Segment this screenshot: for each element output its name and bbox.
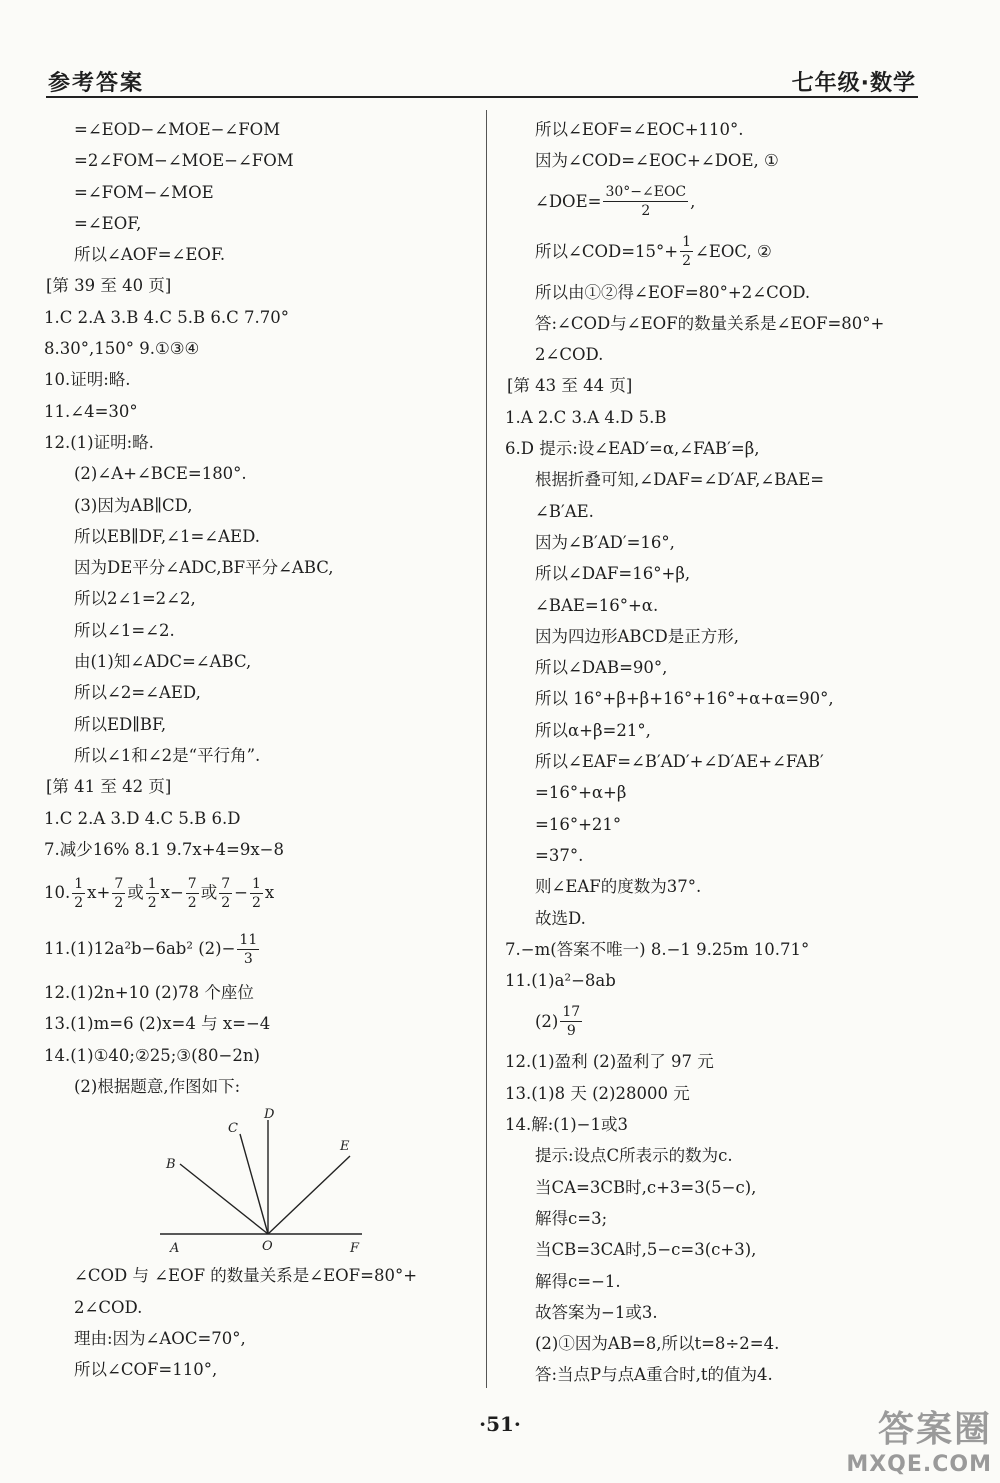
header-left-title: 参考答案 xyxy=(48,71,145,96)
answer-line: 所以∠1=∠2. xyxy=(74,620,175,640)
numerator: 17 xyxy=(562,1003,581,1020)
watermark-url: MXQE.COM xyxy=(846,1452,992,1477)
fraction xyxy=(680,233,693,270)
section-heading: [第 43 至 44 页] xyxy=(507,376,633,396)
answer-line: 所以EB∥DF,∠1=∠AED. xyxy=(74,526,260,546)
page-number: ·51· xyxy=(479,1412,521,1436)
denominator: 2 xyxy=(641,203,651,220)
answer-line: 所以 16°+β+β+16°+16°+α+α=90°, xyxy=(535,689,834,709)
answer-line: 7.−m(答案不唯一) 8.−1 9.25m 10.71° xyxy=(505,939,810,959)
denominator: 2 xyxy=(114,894,124,911)
answer-line: 11.∠4=30° xyxy=(44,401,138,421)
fraction xyxy=(250,875,263,912)
denominator: 9 xyxy=(566,1022,576,1039)
answer-line: 解得c=3; xyxy=(535,1208,608,1228)
answer-line: 所以∠COF=110°, xyxy=(74,1360,218,1380)
label-b: B xyxy=(166,1157,176,1173)
denominator: 2 xyxy=(682,253,692,270)
angle-diagram xyxy=(122,1106,362,1256)
answer-line: 则∠EAF的度数为37°. xyxy=(535,877,702,897)
answer-line: ∠B′AE. xyxy=(535,501,594,521)
numerator: 30°−∠EOC xyxy=(605,184,687,201)
fraction xyxy=(112,875,125,912)
fraction xyxy=(72,875,85,912)
label-o: O xyxy=(262,1239,273,1255)
answer-line: 1.A 2.C 3.A 4.D 5.B xyxy=(505,407,667,427)
denominator: 2 xyxy=(251,894,261,911)
answer-line: 所以α+β=21°, xyxy=(535,720,651,740)
numerator: 1 xyxy=(147,875,157,892)
answer-line: 13.(1)m=6 (2)x=4 与 x=−4 xyxy=(44,1014,271,1034)
fraction xyxy=(186,875,199,912)
answer-line: 当CA=3CB时,c+3=3(5−c), xyxy=(535,1177,757,1197)
watermark-logo xyxy=(846,1401,992,1477)
fraction-answer-11 xyxy=(44,921,474,977)
fraction-line-cod xyxy=(505,227,930,277)
answer-prefix: 11.(1)12a²b−6ab² (2)− xyxy=(44,939,236,959)
fraction xyxy=(603,183,688,220)
fraction xyxy=(560,1003,582,1040)
label-c: C xyxy=(228,1121,238,1137)
answer-line: 答:当点P与点A重合时,t的值为4. xyxy=(535,1365,773,1385)
right-column xyxy=(505,114,930,1391)
header-right-title: 七年级·数学 xyxy=(791,71,916,96)
answer-line: 所以∠AOF=∠EOF. xyxy=(74,245,226,265)
fraction xyxy=(146,875,159,912)
answer-text: 或 xyxy=(200,883,218,903)
answer-line: (2)①因为AB=8,所以t=8÷2=4. xyxy=(535,1334,780,1354)
answer-line: 所以∠EAF=∠B′AD′+∠D′AE+∠FAB′ xyxy=(535,752,824,772)
section-heading: [第 39 至 40 页] xyxy=(46,276,172,296)
fraction xyxy=(219,875,232,912)
fraction xyxy=(237,931,259,968)
answer-text: − xyxy=(234,883,248,903)
answer-line: =∠FOM−∠MOE xyxy=(74,182,214,202)
numerator: 1 xyxy=(251,875,261,892)
denominator: 2 xyxy=(221,894,231,911)
answer-line: 根据折叠可知,∠DAF=∠D′AF,∠BAE= xyxy=(535,470,825,490)
answer-line: =∠EOD−∠MOE−∠FOM xyxy=(74,120,281,139)
answer-line: 所以∠EOF=∠EOC+110°. xyxy=(535,120,744,139)
answer-line: 所以∠2=∠AED, xyxy=(74,683,201,703)
answer-line: 所以ED∥BF, xyxy=(74,714,167,734)
answer-line: 14.(1)①40;②25;③(80−2n) xyxy=(44,1045,260,1065)
answer-text: x− xyxy=(160,883,184,903)
answer-text: 或 xyxy=(127,883,144,903)
answer-line: 由(1)知∠ADC=∠ABC, xyxy=(74,652,252,672)
label-e: E xyxy=(340,1139,350,1155)
answer-line: 10.证明:略. xyxy=(44,370,131,390)
left-column xyxy=(44,114,474,1386)
answer-line: =16°+α+β xyxy=(535,783,627,803)
label-a: A xyxy=(170,1241,180,1257)
numerator: 7 xyxy=(221,875,231,892)
numerator: 7 xyxy=(114,875,124,892)
answer-line: 6.D 提示:设∠EAD′=α,∠FAB′=β, xyxy=(505,439,760,459)
answer-line: 当CB=3CA时,5−c=3(c+3), xyxy=(535,1240,757,1260)
answer-text: x xyxy=(264,883,275,903)
answer-line: 因为四边形ABCD是正方形, xyxy=(535,626,739,646)
answer-line: 7.减少16% 8.1 9.7x+4=9x−8 xyxy=(44,839,284,859)
answer-line: 2∠COD. xyxy=(74,1297,143,1317)
answer-line: 理由:因为∠AOC=70°, xyxy=(74,1328,246,1348)
answer-line: 提示:设点C所表示的数为c. xyxy=(535,1146,733,1166)
answer-prefix: (2) xyxy=(535,1011,559,1031)
answer-line: (2)∠A+∠BCE=180°. xyxy=(74,464,247,484)
denominator: 3 xyxy=(243,950,253,967)
answer-line: 12.(1)证明:略. xyxy=(44,432,154,452)
answer-line: =2∠FOM−∠MOE−∠FOM xyxy=(74,151,294,171)
answer-line: 所以∠1和∠2是“平行角”. xyxy=(74,745,261,765)
fraction-answer-10 xyxy=(44,865,474,921)
answer-line: 所以∠DAB=90°, xyxy=(535,658,668,678)
numerator: 1 xyxy=(682,234,692,251)
numerator: 7 xyxy=(187,875,197,892)
ray-oc xyxy=(240,1134,268,1234)
watermark-title: 答案圈 xyxy=(877,1409,992,1450)
answer-line: 12.(1)2n+10 (2)78 个座位 xyxy=(44,983,254,1003)
denominator: 2 xyxy=(147,894,157,911)
answer-line: =16°+21° xyxy=(535,814,622,834)
label-d: D xyxy=(264,1107,275,1123)
numerator: 1 xyxy=(74,875,84,892)
numerator: 11 xyxy=(239,931,258,948)
answer-line: 1.C 2.A 3.B 4.C 5.B 6.C 7.70° xyxy=(44,307,289,327)
answer-prefix: 10. xyxy=(44,883,71,903)
header-rule xyxy=(46,96,918,98)
answer-line: 8.30°,150° 9.①③④ xyxy=(44,339,200,359)
answer-line: 故答案为−1或3. xyxy=(535,1302,658,1322)
answer-line: =∠EOF, xyxy=(74,213,142,233)
answer-line: 所以∠DAF=16°+β, xyxy=(535,564,691,584)
answer-line: 14.解:(1)−1或3 xyxy=(505,1115,628,1135)
column-divider xyxy=(486,110,487,1388)
answer-line: (2)根据题意,作图如下: xyxy=(74,1077,241,1097)
answer-text: , xyxy=(690,191,696,211)
ray-oe xyxy=(268,1156,350,1234)
answer-line: =37°. xyxy=(535,845,584,865)
answer-line: 因为DE平分∠ADC,BF平分∠ABC, xyxy=(74,558,334,578)
answer-line: 所以2∠1=2∠2, xyxy=(74,589,196,609)
answer-line: 1.C 2.A 3.D 4.C 5.B 6.D xyxy=(44,808,241,828)
answer-line: 13.(1)8 天 (2)28000 元 xyxy=(505,1083,690,1103)
fraction-line-doe xyxy=(505,177,930,227)
answer-text: x+ xyxy=(87,883,111,903)
answer-line: 12.(1)盈利 (2)盈利了 97 元 xyxy=(505,1052,714,1072)
answer-line: 解得c=−1. xyxy=(535,1271,621,1291)
answer-prefix: 所以∠COD=15°+ xyxy=(535,241,679,261)
answer-line: 因为∠B′AD′=16°, xyxy=(535,532,675,552)
answer-line: ∠BAE=16°+α. xyxy=(535,595,659,615)
fraction-answer-11-2 xyxy=(505,996,930,1046)
answer-line: 故选D. xyxy=(535,908,586,928)
denominator: 2 xyxy=(187,894,197,911)
answer-line: 2∠COD. xyxy=(535,345,604,365)
answer-line: 11.(1)a²−8ab xyxy=(505,971,616,991)
ray-ob xyxy=(180,1164,268,1234)
section-heading: [第 41 至 42 页] xyxy=(46,777,172,797)
denominator: 2 xyxy=(74,894,84,911)
answer-line: ∠COD 与 ∠EOF 的数量关系是∠EOF=80°+ xyxy=(74,1266,418,1286)
answer-text: ∠EOC, ② xyxy=(695,241,772,261)
label-f: F xyxy=(350,1241,360,1257)
answer-line: 答:∠COD与∠EOF的数量关系是∠EOF=80°+ xyxy=(535,313,885,333)
answer-line: (3)因为AB∥CD, xyxy=(74,495,193,515)
answer-prefix: ∠DOE= xyxy=(535,191,602,211)
answer-line: 所以由①②得∠EOF=80°+2∠COD. xyxy=(535,282,811,302)
answer-line: 因为∠COD=∠EOC+∠DOE, ① xyxy=(535,151,779,171)
